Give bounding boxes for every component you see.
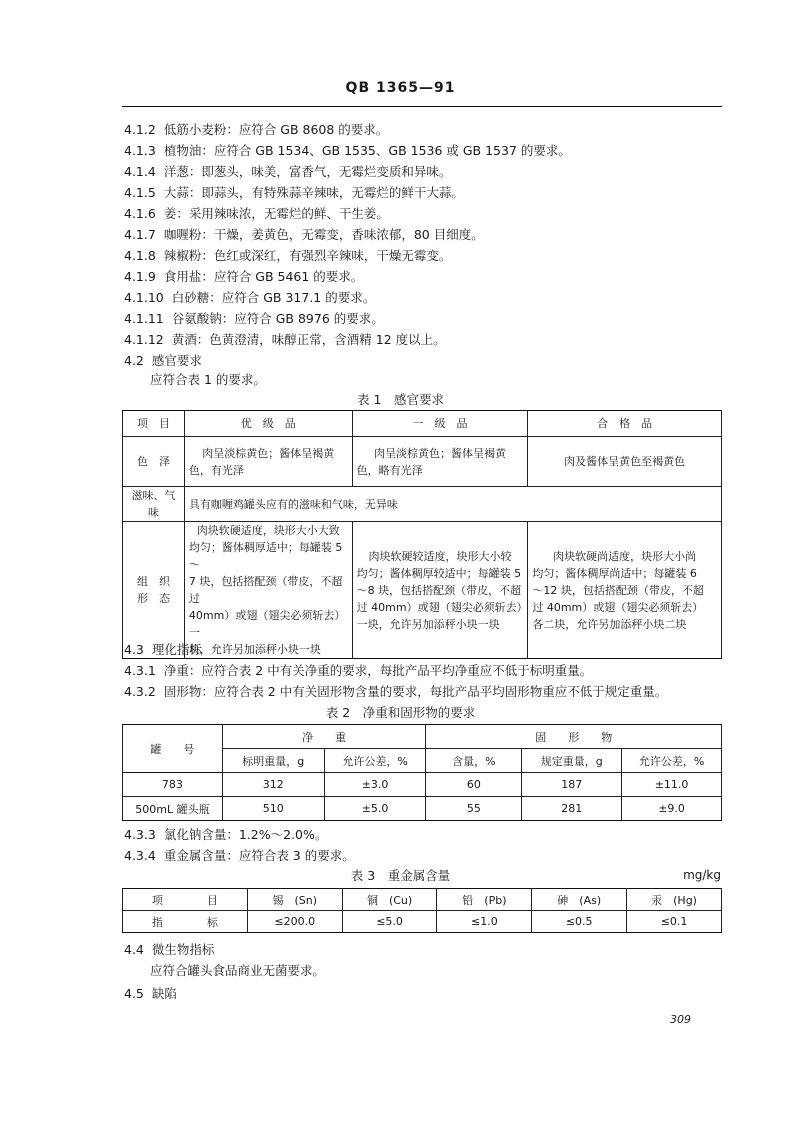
clause-text: 食用盐：应符合 GB 5461 的要求。 <box>163 269 364 284</box>
clause-line <box>124 120 388 138</box>
clause-body: 应符合罐头食品商业无菌要求。 <box>150 963 326 978</box>
cell-line: 肉呈淡棕黄色；酱体呈褐黄 <box>373 446 506 460</box>
table3-cell: ≤0.5 <box>532 911 627 933</box>
cell-line: 色，有光泽 <box>188 463 244 477</box>
table3-cell: ≤200.0 <box>247 911 342 933</box>
cell-line: 40mm）或翅（翅尖必须斩去）一 <box>188 609 346 639</box>
table2-can-label: 500mL 罐头瓶 <box>123 797 223 821</box>
clause-number: 4.1.5 <box>124 185 156 200</box>
cell-line: 各二块，允许另加添秤小块二块 <box>532 617 687 631</box>
table3-heavy-metals <box>122 888 722 933</box>
clause-text: 缺陷 <box>151 986 177 1001</box>
clause-number: 4.3.2 <box>124 684 156 699</box>
clause-number: 4.3.4 <box>124 848 156 863</box>
table2-subheader: 允许公差，% <box>324 749 426 773</box>
section-heading <box>124 940 214 958</box>
table2-cell: 55 <box>426 797 522 821</box>
clause-line <box>124 825 327 843</box>
clause-text: 理化指标 <box>151 642 202 657</box>
cell-line: 过 40mm）或翅（翅尖必须斩去） <box>532 600 704 614</box>
clause-number: 4.1.11 <box>124 311 164 326</box>
clause-line <box>124 183 464 201</box>
table1-header-item: 项 目 <box>123 411 185 437</box>
table3-cell: ≤0.1 <box>627 911 722 933</box>
clause-line <box>124 141 571 159</box>
table2-subheader: 允许公差，% <box>622 749 722 773</box>
table2-cell: 281 <box>522 797 622 821</box>
table1-header-qualified: 合 格 品 <box>528 411 722 437</box>
table3-caption: 表 3 重金属含量 <box>350 868 451 883</box>
table1-row-label: 色 泽 <box>123 437 185 487</box>
cell-line: 均匀；酱体稠厚较适中；每罐装 5 <box>356 566 522 580</box>
table2-subheader: 规定重量，g <box>522 749 622 773</box>
section-heading <box>124 640 202 658</box>
clause-number: 4.1.4 <box>124 164 156 179</box>
clause-number: 4.1.8 <box>124 248 156 263</box>
table2-cell: ±3.0 <box>324 773 426 797</box>
clause-text: 谷氨酸钠：应符合 GB 8976 的要求。 <box>171 311 384 326</box>
clause-line <box>124 309 384 327</box>
clause-text: 黄酒：色黄澄清，味醇正常，含酒精 12 度以上。 <box>171 332 446 347</box>
table3-cell: ≤1.0 <box>437 911 532 933</box>
table2-cell: ±9.0 <box>622 797 722 821</box>
table2-net-weight <box>122 724 722 821</box>
table3-header: 项 目 <box>123 889 248 911</box>
cell-line: 一块，允许另加添秤小块一块 <box>356 617 500 631</box>
clause-number: 4.1.12 <box>124 332 164 347</box>
clause-text: 微生物指标 <box>151 942 215 957</box>
cell-line: 块，允许另加添秤小块一块 <box>188 643 321 656</box>
clause-line <box>124 225 484 243</box>
clause-text: 大蒜：即蒜头，有特殊蒜辛辣味，无霉烂的鲜干大蒜。 <box>163 185 464 200</box>
cell-line: 均匀；酱体稠厚尚适中；每罐装 6 <box>532 566 697 580</box>
clause-text: 氯化钠含量：1.2%～2.0%。 <box>163 827 328 842</box>
table1-cell <box>352 437 528 487</box>
clause-number: 4.1.10 <box>124 290 164 305</box>
table1-cell: 具有咖喱鸡罐头应有的滋味和气味，无异味 <box>184 487 721 522</box>
clause-text: 白砂糖：应符合 GB 317.1 的要求。 <box>171 290 376 305</box>
table2-subheader: 标明重量，g <box>222 749 324 773</box>
table1-cell <box>528 522 722 659</box>
clause-text: 感官要求 <box>151 353 202 368</box>
table3-header: 铅 (Pb) <box>437 889 532 911</box>
clause-line <box>124 846 355 864</box>
clause-line <box>124 246 451 264</box>
section-heading <box>124 351 202 369</box>
table1-cell <box>184 437 352 487</box>
table2-cell: ±5.0 <box>324 797 426 821</box>
table3-unit: mg/kg <box>683 868 721 882</box>
table3-cell: ≤5.0 <box>342 911 437 933</box>
row-label-line: 形 态 <box>136 592 170 605</box>
clause-number: 4.3.3 <box>124 827 156 842</box>
section-heading <box>124 984 177 1002</box>
table3-header: 砷 (As) <box>532 889 627 911</box>
table1-cell <box>352 522 528 659</box>
cell-line: 肉块软硬尚适度，块形大小尚 <box>553 549 697 563</box>
clause-text: 辣椒粉：色红或深红，有强烈辛辣味，干燥无霉变。 <box>163 248 452 263</box>
cell-line: 过 40mm）或翅（翅尖必须斩去） <box>356 600 528 614</box>
header-rule <box>122 106 722 107</box>
table3-header: 铜 (Cu) <box>342 889 437 911</box>
clause-text: 重金属含量：应符合表 3 的要求。 <box>163 848 355 863</box>
table2-caption: 表 2 净重和固形物的要求 <box>325 705 476 720</box>
clause-text: 低筋小麦粉：应符合 GB 8608 的要求。 <box>163 122 389 137</box>
table1-cell: 肉及酱体呈黄色至褐黄色 <box>528 437 722 487</box>
cell-line: 肉块软硬适度，块形大小大致 <box>196 524 340 537</box>
clause-number: 4.1.9 <box>124 269 156 284</box>
clause-line <box>124 330 446 348</box>
clause-text: 净重：应符合表 2 中有关净重的要求，每批产品平均净重应不低于标明重量。 <box>163 663 593 678</box>
table1-caption: 表 1 感官要求 <box>357 392 444 407</box>
clause-line <box>124 288 375 306</box>
clause-line <box>124 162 451 180</box>
cell-line: 均匀；酱体稠厚适中；每罐装 5～ <box>188 541 343 571</box>
clause-line <box>124 661 592 679</box>
clause-number: 4.3.1 <box>124 663 156 678</box>
clause-line <box>124 204 389 222</box>
table2-cell: 312 <box>222 773 324 797</box>
clause-number: 4.5 <box>124 986 144 1001</box>
clause-number: 4.1.7 <box>124 227 156 242</box>
clause-text: 咖喱粉：干燥，姜黄色，无霉变，香味浓郁，80 目细度。 <box>163 227 484 242</box>
cell-line: 肉呈淡棕黄色；酱体呈褐黄 <box>202 446 335 460</box>
clause-text: 姜：采用辣味浓，无霉烂的鲜、干生姜。 <box>163 206 389 221</box>
table2-subheader: 含量，% <box>426 749 522 773</box>
table2-header-solid: 固 形 物 <box>426 725 722 749</box>
clause-number: 4.2 <box>124 353 144 368</box>
table1-sensory <box>122 410 722 659</box>
table2-cell: ±11.0 <box>622 773 722 797</box>
clause-number: 4.1.2 <box>124 122 156 137</box>
cell-line: 色，略有光泽 <box>356 463 423 477</box>
table1-row-label: 滋味、气味 <box>123 487 185 522</box>
clause-line <box>124 682 667 700</box>
clause-body: 应符合表 1 的要求。 <box>150 372 266 387</box>
clause-number: 4.4 <box>124 942 144 957</box>
clause-text: 植物油：应符合 GB 1534、GB 1535、GB 1536 或 GB 1537 的要求。 <box>163 143 571 158</box>
document-header: QB 1365—91 <box>345 80 456 96</box>
clause-number: 4.3 <box>124 642 144 657</box>
table2-cell: 187 <box>522 773 622 797</box>
page-number: 309 <box>670 1013 691 1026</box>
table3-header: 锡 (Sn) <box>247 889 342 911</box>
clause-line <box>124 267 363 285</box>
cell-line: ～12 块，包括搭配颈（带皮，不超 <box>532 583 704 597</box>
table1-header-first: 一 级 品 <box>352 411 528 437</box>
cell-line: 肉块软硬较适度，块形大小较 <box>368 549 512 563</box>
table1-row-label <box>123 522 185 659</box>
table2-header-can: 罐 号 <box>123 725 223 773</box>
table1-cell <box>184 522 352 659</box>
table2-can-label: 783 <box>123 773 223 797</box>
clause-number: 4.1.3 <box>124 143 156 158</box>
clause-number: 4.1.6 <box>124 206 156 221</box>
table2-cell: 510 <box>222 797 324 821</box>
table2-cell: 60 <box>426 773 522 797</box>
row-label-line: 组 织 <box>136 575 170 588</box>
cell-line: ～8 块，包括搭配颈（带皮，不超 <box>356 583 522 597</box>
table1-header-superior: 优 级 品 <box>184 411 352 437</box>
clause-text: 洋葱：即葱头，味美，富香气，无霉烂变质和异味。 <box>163 164 452 179</box>
cell-line: 7 块，包括搭配颈（带皮，不超过 <box>188 575 343 605</box>
clause-text: 固形物：应符合表 2 中有关固形物含量的要求，每批产品平均固形物重应不低于规定重量。 <box>163 684 668 699</box>
table3-header: 汞 (Hg) <box>627 889 722 911</box>
table2-header-net: 净 重 <box>222 725 426 749</box>
table3-cell: 指 标 <box>123 911 248 933</box>
